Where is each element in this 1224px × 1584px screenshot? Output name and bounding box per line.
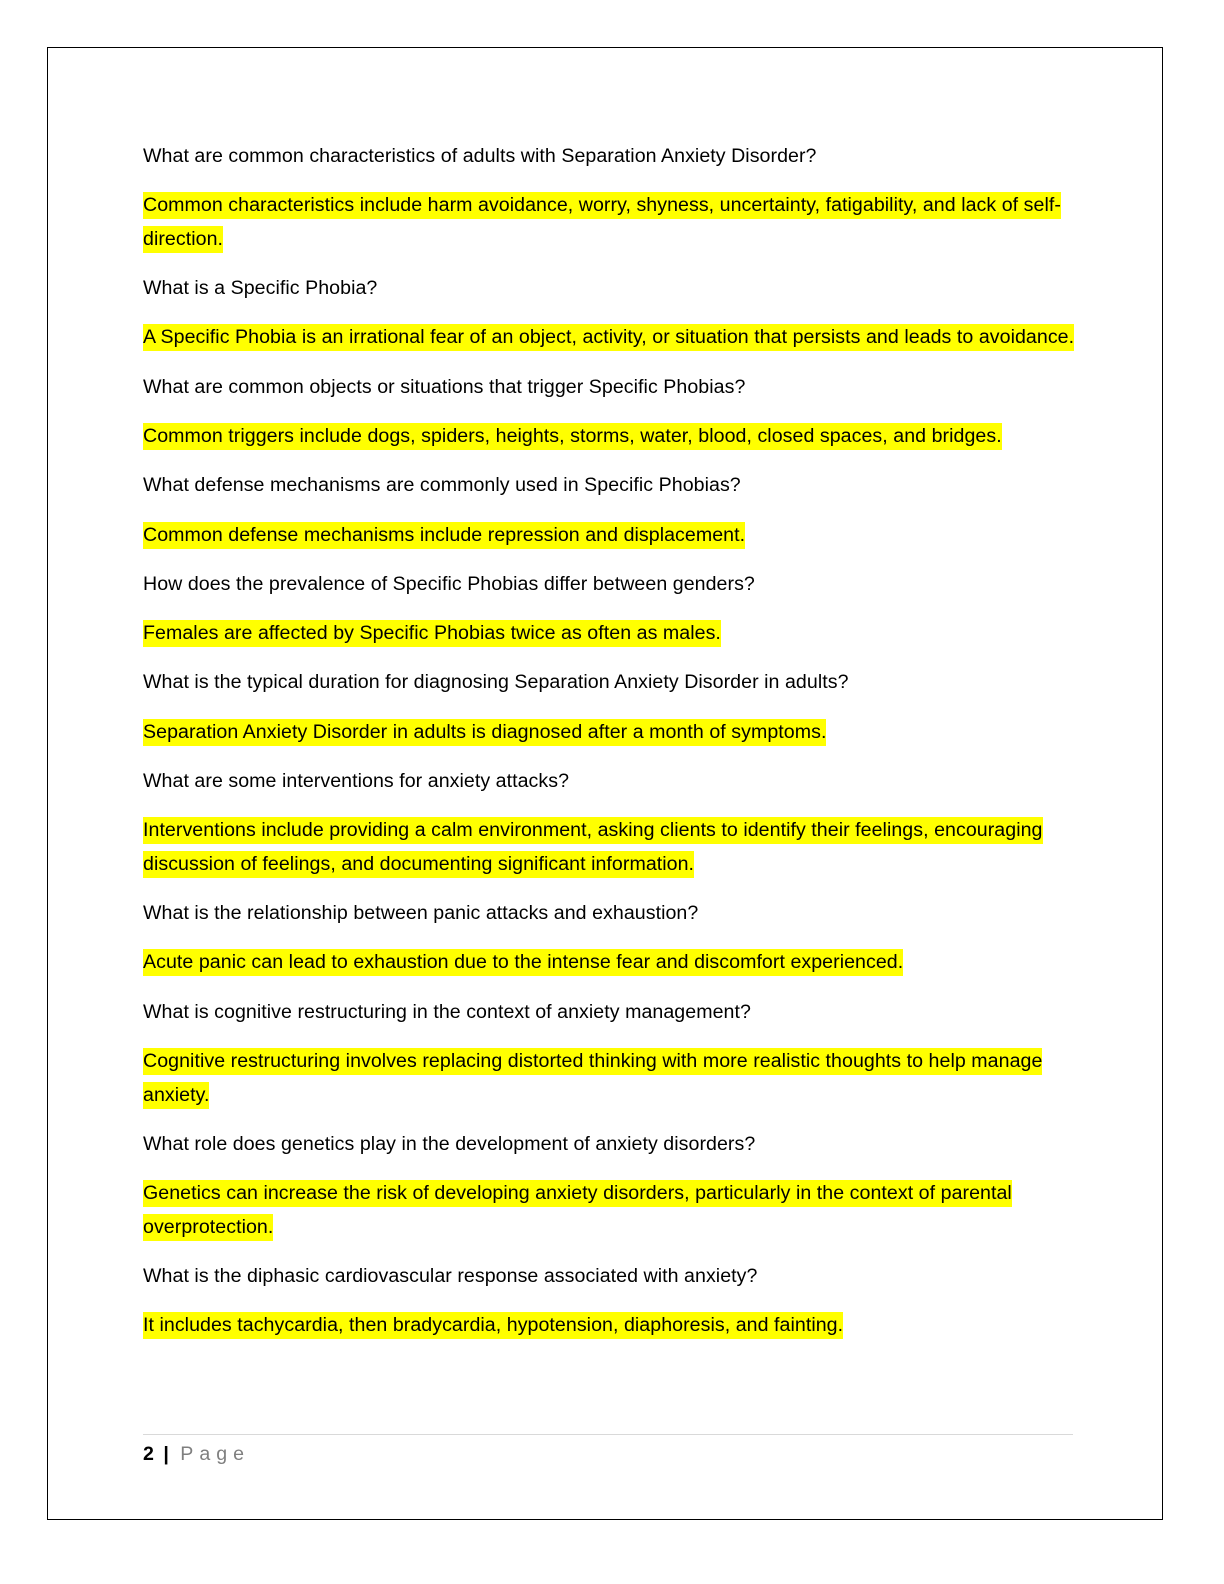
page-number: 2 bbox=[143, 1443, 154, 1465]
question-text: What are some interventions for anxiety attacks? bbox=[143, 770, 570, 793]
answer-text bbox=[143, 1309, 1083, 1343]
highlighted-answer: Separation Anxiety Disorder in adults is diagnosed after a month of symptoms. bbox=[143, 719, 826, 746]
answer-text bbox=[143, 189, 1083, 256]
answer-text bbox=[143, 420, 1083, 454]
question-text: What is a Specific Phobia? bbox=[143, 277, 378, 300]
answer-text bbox=[143, 814, 1083, 881]
highlighted-answer: Common triggers include dogs, spiders, heights, storms, water, blood, closed spaces, and bridges. bbox=[143, 423, 1002, 450]
question-text: How does the prevalence of Specific Phobias differ between genders? bbox=[143, 572, 755, 595]
highlighted-answer: Acute panic can lead to exhaustion due to the intense fear and discomfort experienced. bbox=[143, 949, 903, 976]
highlighted-answer: Genetics can increase the risk of developing anxiety disorders, particularly in the context of parental overprotection. bbox=[143, 1180, 1012, 1241]
answer-text bbox=[143, 321, 1083, 355]
question-text: What is the typical duration for diagnosing Separation Anxiety Disorder in adults? bbox=[143, 671, 849, 694]
page-footer bbox=[143, 1440, 250, 1468]
answer-text bbox=[143, 1045, 1083, 1112]
answer-text bbox=[143, 946, 1083, 980]
footer-separator: | bbox=[163, 1443, 169, 1465]
answer-text bbox=[143, 519, 1083, 553]
highlighted-answer: A Specific Phobia is an irrational fear of an object, activity, or situation that persists and leads to avoidance. bbox=[143, 324, 1074, 351]
question-text: What role does genetics play in the development of anxiety disorders? bbox=[143, 1132, 756, 1155]
highlighted-answer: Females are affected by Specific Phobias twice as often as males. bbox=[143, 620, 721, 647]
question-text: What are common characteristics of adults with Separation Anxiety Disorder? bbox=[143, 145, 817, 167]
question-text: What are common objects or situations that trigger Specific Phobias? bbox=[143, 375, 746, 398]
question-text: What is the diphasic cardiovascular response associated with anxiety? bbox=[143, 1264, 758, 1287]
highlighted-answer: Common defense mechanisms include repression and displacement. bbox=[143, 522, 745, 549]
highlighted-answer: Interventions include providing a calm environment, asking clients to identify their feelings, encouraging discussion of feelings, and documenting significant information. bbox=[143, 817, 1043, 878]
highlighted-answer: Common characteristics include harm avoidance, worry, shyness, uncertainty, fatigability, and lack of self-direction. bbox=[143, 192, 1061, 253]
question-text: What is the relationship between panic attacks and exhaustion? bbox=[143, 902, 699, 925]
highlighted-answer: It includes tachycardia, then bradycardia, hypotension, diaphoresis, and fainting. bbox=[143, 1312, 843, 1339]
question-text: What defense mechanisms are commonly used in Specific Phobias? bbox=[143, 474, 741, 497]
answer-text bbox=[143, 617, 1083, 651]
question-text: What is cognitive restructuring in the context of anxiety management? bbox=[143, 1000, 751, 1023]
page-label: Page bbox=[180, 1443, 251, 1465]
footer-divider bbox=[143, 1434, 1073, 1435]
answer-text bbox=[143, 716, 1083, 750]
document-body bbox=[143, 140, 1083, 1359]
answer-text bbox=[143, 1177, 1083, 1244]
highlighted-answer: Cognitive restructuring involves replacing distorted thinking with more realistic thoughts to help manage anxiety. bbox=[143, 1048, 1042, 1109]
